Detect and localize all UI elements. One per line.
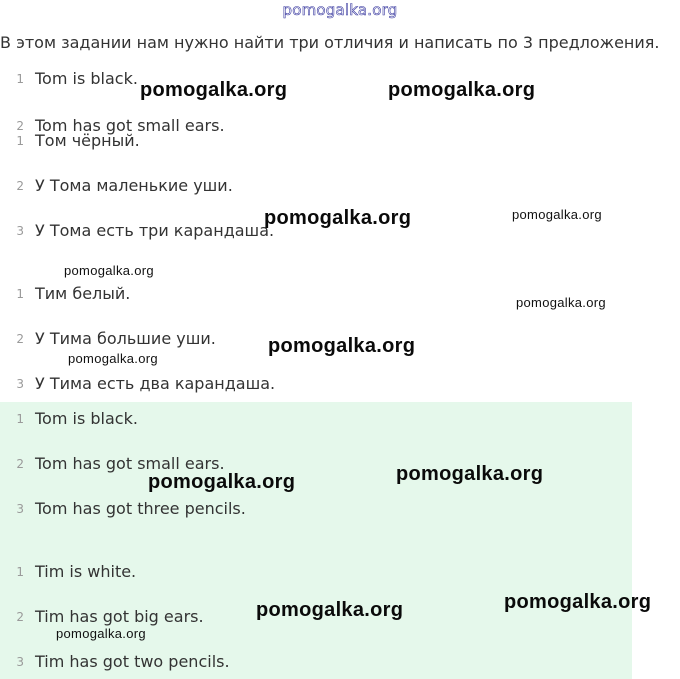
task-intro: В этом задании нам нужно найти три отличия и написать по 3 предложения. [0, 33, 660, 52]
item-text: Тим белый. [35, 284, 131, 303]
item-number: 2 [16, 332, 24, 346]
item-text: Tom is black. [35, 409, 138, 428]
watermark: pomogalka.org [396, 463, 544, 485]
item-text: Tom has got small ears. [35, 454, 225, 473]
item-number: 2 [16, 610, 24, 624]
watermark: pomogalka.org [256, 599, 404, 621]
item-number: 3 [16, 502, 24, 516]
item-text: Tim is white. [35, 562, 137, 581]
item-text: Tom has got three pencils. [35, 499, 246, 518]
item-text: Tom is black. [35, 69, 138, 88]
item-text: Tim has got big ears. [35, 607, 204, 626]
item-number: 1 [16, 134, 24, 148]
item-number: 1 [16, 287, 24, 301]
item-number: 3 [16, 655, 24, 669]
watermark: pomogalka.org [64, 263, 154, 278]
item-number: 2 [16, 119, 24, 133]
item-number: 1 [16, 412, 24, 426]
watermark: pomogalka.org [504, 591, 652, 613]
watermark: pomogalka.org [68, 351, 158, 366]
site-header-logo[interactable]: pomogalka.org [282, 1, 398, 19]
item-number: 1 [16, 72, 24, 86]
watermark: pomogalka.org [388, 79, 536, 101]
item-number: 2 [16, 457, 24, 471]
item-text: У Тома есть три карандаша. [35, 221, 275, 240]
watermark: pomogalka.org [268, 335, 416, 357]
item-number: 3 [16, 377, 24, 391]
watermark: pomogalka.org [516, 295, 606, 310]
item-number: 3 [16, 224, 24, 238]
item-text: У Тима есть два карандаша. [35, 374, 276, 393]
item-text: Том чёрный. [35, 131, 140, 150]
watermark: pomogalka.org [140, 79, 288, 101]
watermark: pomogalka.org [512, 207, 602, 222]
item-text: У Тима большие уши. [35, 329, 216, 348]
list-item-clipped [0, 115, 300, 135]
watermark: pomogalka.org [56, 626, 146, 641]
watermark: pomogalka.org [148, 471, 296, 493]
item-text: Tim has got two pencils. [35, 652, 230, 671]
item-number: 1 [16, 565, 24, 579]
item-text: У Тома маленькие уши. [35, 176, 233, 195]
item-number: 2 [16, 179, 24, 193]
item-text: Tom has got small ears. [35, 116, 225, 135]
watermark: pomogalka.org [264, 207, 412, 229]
